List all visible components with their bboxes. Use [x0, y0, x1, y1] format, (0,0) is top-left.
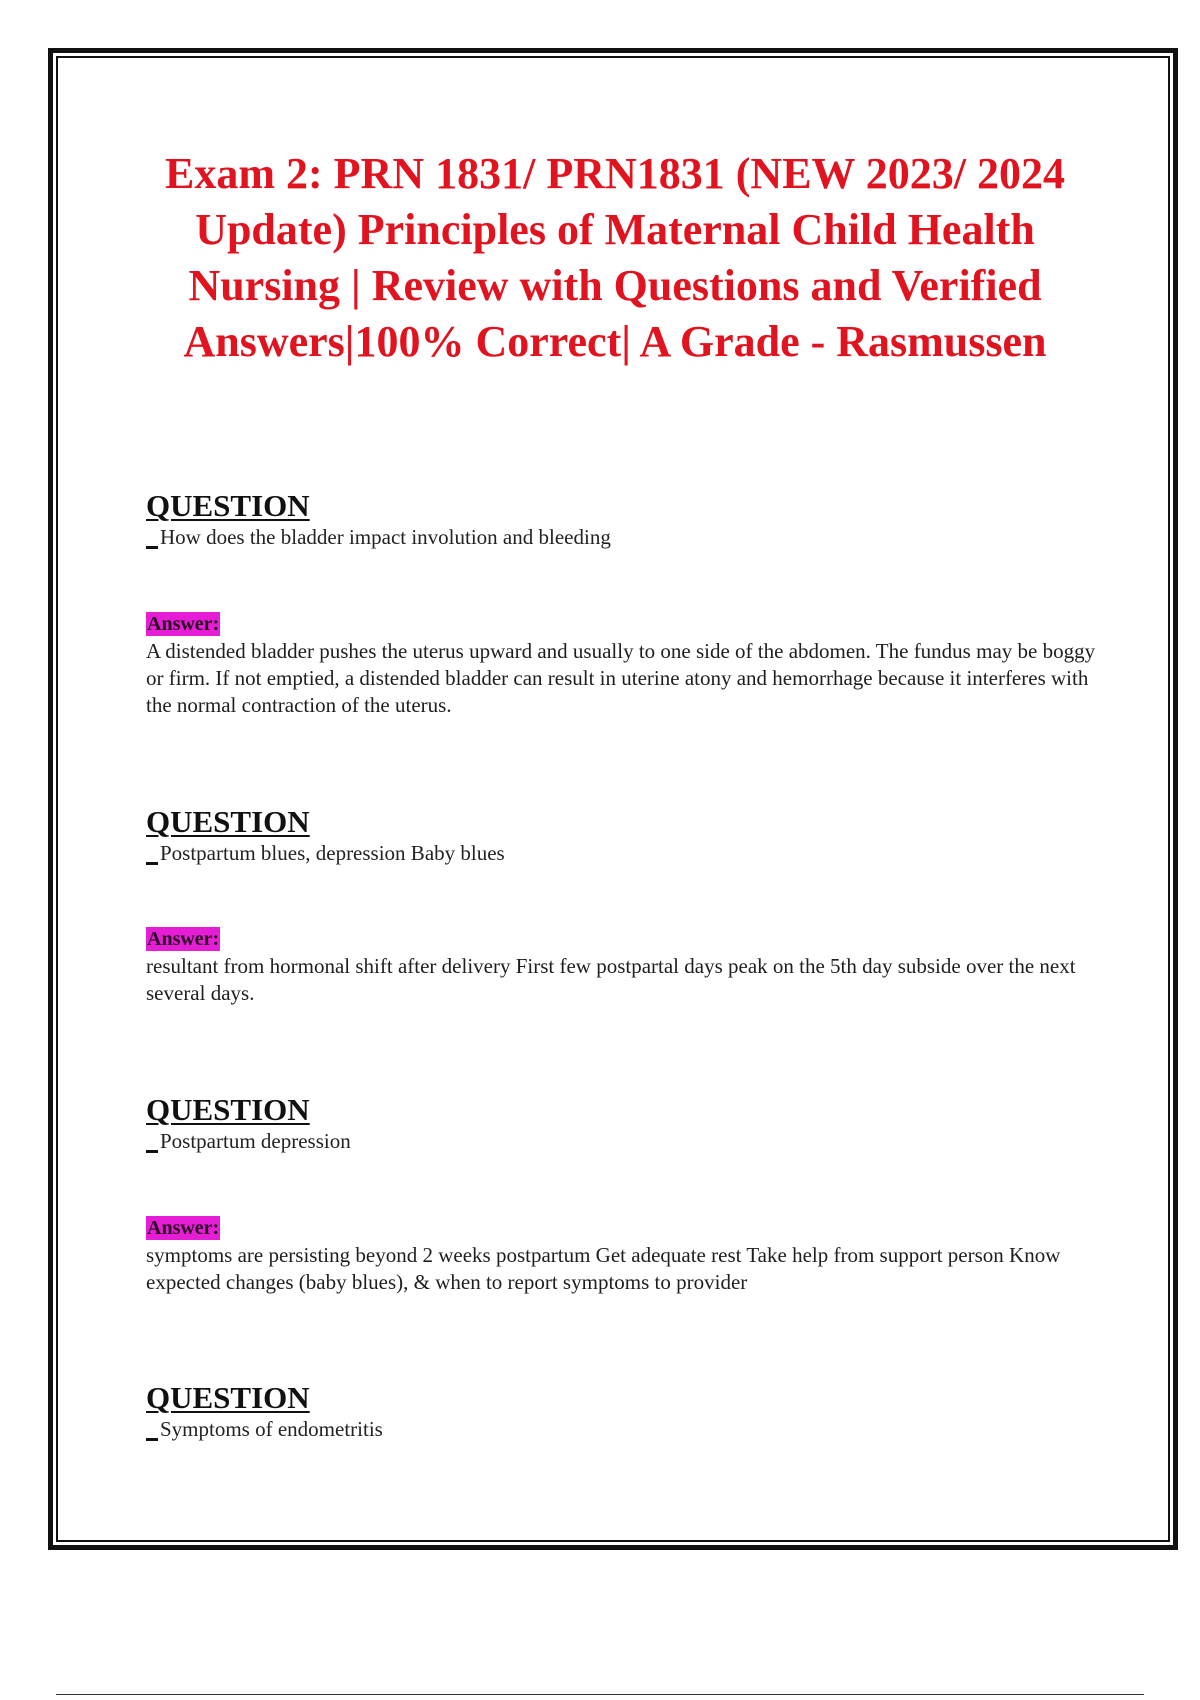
answer-label: Answer:	[147, 928, 220, 950]
qa-item	[146, 806, 1106, 866]
answer-text: resultant from hormonal shift after delivery First few postpartal days peak on the 5th day subside over the next several days.	[146, 954, 1076, 1005]
question-text-wrap	[146, 1128, 1106, 1154]
qa-item	[146, 490, 1106, 550]
footer-rule	[56, 1694, 1144, 1695]
question-text-wrap	[146, 840, 1106, 866]
question-text: Postpartum blues, depression Baby blues	[160, 841, 505, 865]
question-text-wrap	[146, 1416, 1106, 1442]
question-heading: QUESTION	[146, 804, 310, 839]
question-text: Postpartum depression	[160, 1129, 351, 1153]
document-title: Exam 2: PRN 1831/ PRN1831 (NEW 2023/ 2024 Update) Principles of Maternal Child Health Nursing | Review with Questions and Verified Answers|100% Correct| A Grade - Rasmussen	[165, 149, 1065, 366]
qa-item	[146, 1382, 1106, 1442]
question-text-wrap	[146, 524, 1106, 550]
answer-block	[146, 927, 1106, 1007]
dash-mark	[146, 862, 158, 865]
dash-mark	[146, 1150, 158, 1153]
answer-text: symptoms are persisting beyond 2 weeks postpartum Get adequate rest Take help from support person Know expected changes (baby blues), & when to report symptoms to provider	[146, 1243, 1061, 1294]
qa-item	[146, 1094, 1106, 1154]
answer-label: Answer:	[147, 1217, 220, 1239]
question-heading: QUESTION	[146, 488, 310, 523]
dash-mark	[146, 546, 158, 549]
answer-block	[146, 612, 1106, 719]
question-heading: QUESTION	[146, 1380, 310, 1415]
question-text: How does the bladder impact involution and bleeding	[160, 525, 611, 549]
answer-text: A distended bladder pushes the uterus upward and usually to one side of the abdomen. The fundus may be boggy or firm. If not emptied, a distended bladder can result in uterine atony and hemorrhage because it interferes with the normal contraction of the uterus.	[146, 639, 1096, 717]
answer-label: Answer:	[147, 613, 220, 635]
question-text: Symptoms of endometritis	[160, 1417, 383, 1441]
question-heading: QUESTION	[146, 1092, 310, 1127]
answer-block	[146, 1216, 1106, 1296]
dash-mark	[146, 1438, 158, 1441]
